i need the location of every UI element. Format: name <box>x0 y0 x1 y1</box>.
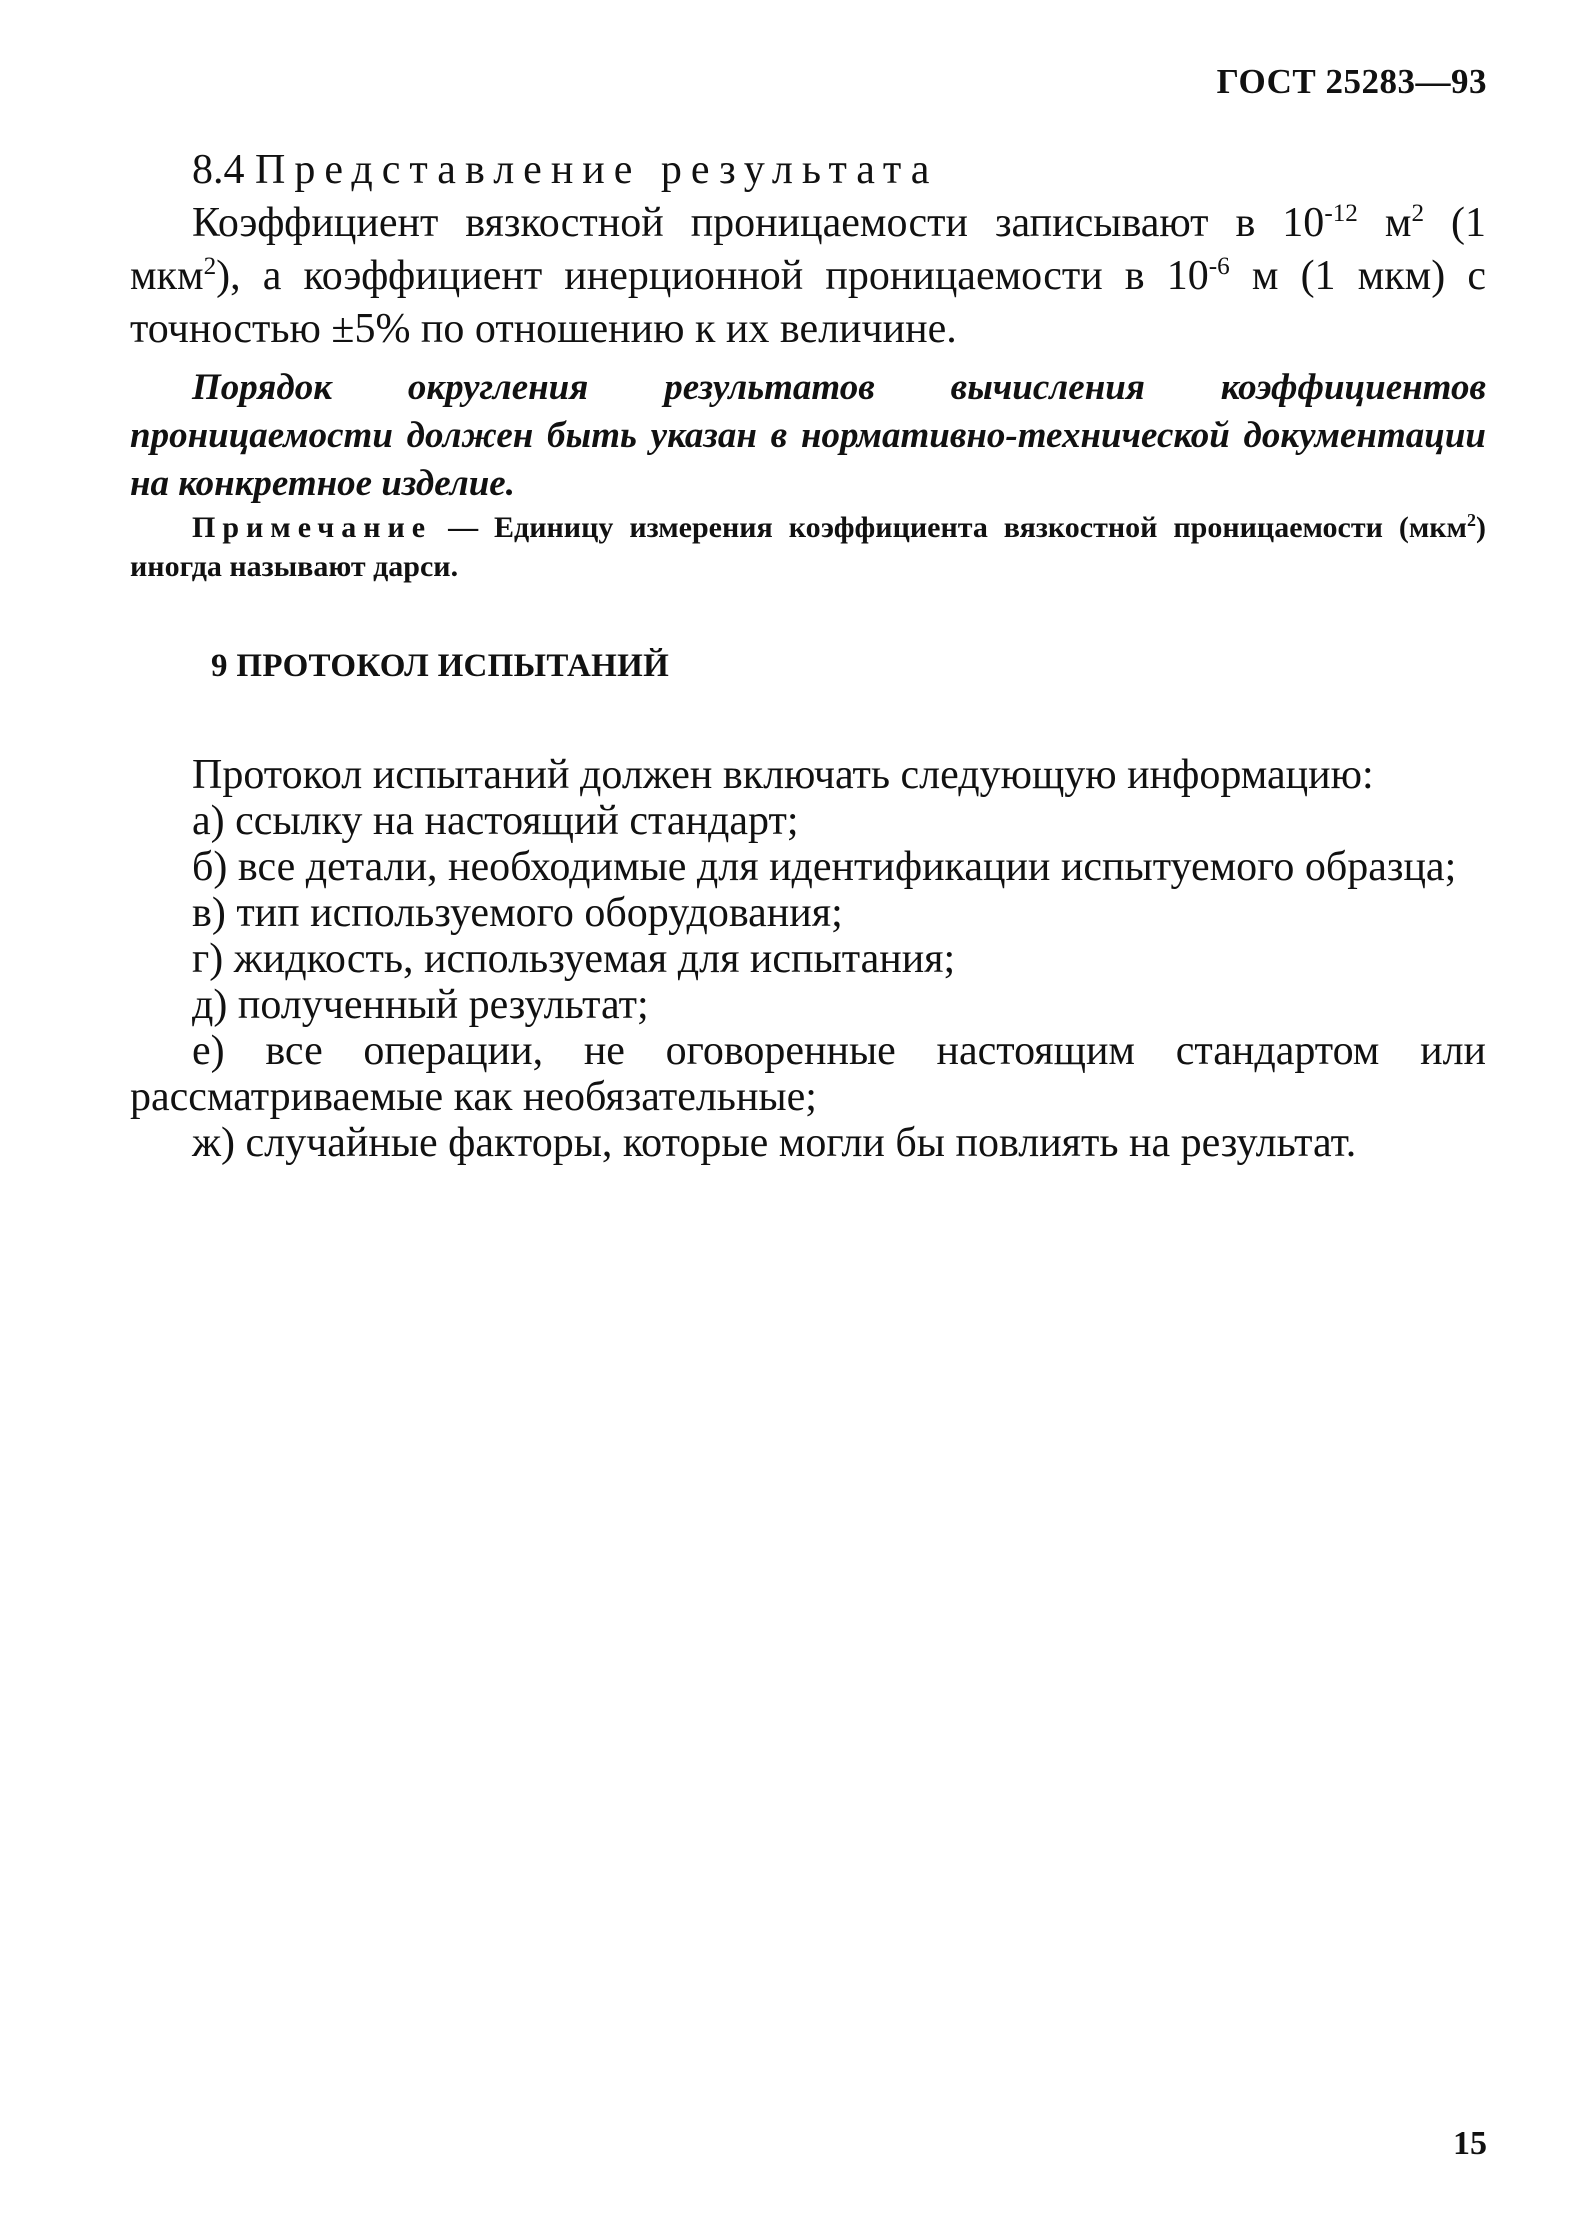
note-paragraph <box>130 508 1486 586</box>
page-number: 15 <box>1453 2125 1487 2162</box>
section-8-4 <box>130 143 1486 508</box>
list-item: г) жидкость, используемая для испытания; <box>192 936 956 982</box>
exponent: -12 <box>1324 200 1358 227</box>
list-item: а) ссылку на настоящий стандарт; <box>192 798 799 844</box>
para-text: м (1 мкм) с точностью ±5% по отношению к их величине. <box>130 253 1486 352</box>
para-text: (1 мкм <box>130 200 1486 299</box>
list-item: б) все детали, необходимые для идентификации испытуемого образца; <box>192 844 1457 890</box>
section-8-4-title <box>130 143 1486 197</box>
note-label: Примечание <box>192 511 433 544</box>
list-item: д) полученный результат; <box>192 982 649 1028</box>
section-8-4-title-text: Представление результата <box>255 147 939 193</box>
para-text: ), а коэффициент инерционной проницаемости в 10 <box>216 253 1209 299</box>
exponent: 2 <box>1411 200 1425 227</box>
note-text: — Единицу измерения коэффициента вязкостной проницаемости (мкм <box>432 511 1467 544</box>
list-item: ж) случайные факторы, которые могли бы повлиять на результат. <box>192 1120 1357 1166</box>
para-text: Коэффициент вязкостной проницаемости записывают в 10 <box>192 200 1325 246</box>
exponent: 2 <box>1467 510 1476 530</box>
section-9-heading: 9 ПРОТОКОЛ ИСПЫТАНИЙ <box>211 648 670 684</box>
standard-code: ГОСТ 25283—93 <box>1216 62 1487 101</box>
para-text: м <box>1357 200 1412 246</box>
exponent: -6 <box>1208 253 1230 280</box>
section-9-intro: Протокол испытаний должен включать следующую информацию: <box>192 752 1374 798</box>
list-item: е) все операции, не оговоренные настоящим стандартом или рассматриваемые как необязательные; <box>130 1028 1486 1120</box>
section-9 <box>130 752 1486 1166</box>
exponent: 2 <box>203 253 217 280</box>
section-8-4-paragraph <box>130 197 1486 356</box>
section-8-4-number: 8.4 <box>192 147 245 193</box>
note-text: ) иногда называют дарси. <box>130 511 1486 583</box>
rounding-order-paragraph: Порядок округления результатов вычисления коэффициентов проницаемости должен быть указан в нормативно-технической документации на конкретное изделие. <box>130 367 1486 504</box>
list-item: в) тип используемого оборудования; <box>192 890 843 936</box>
